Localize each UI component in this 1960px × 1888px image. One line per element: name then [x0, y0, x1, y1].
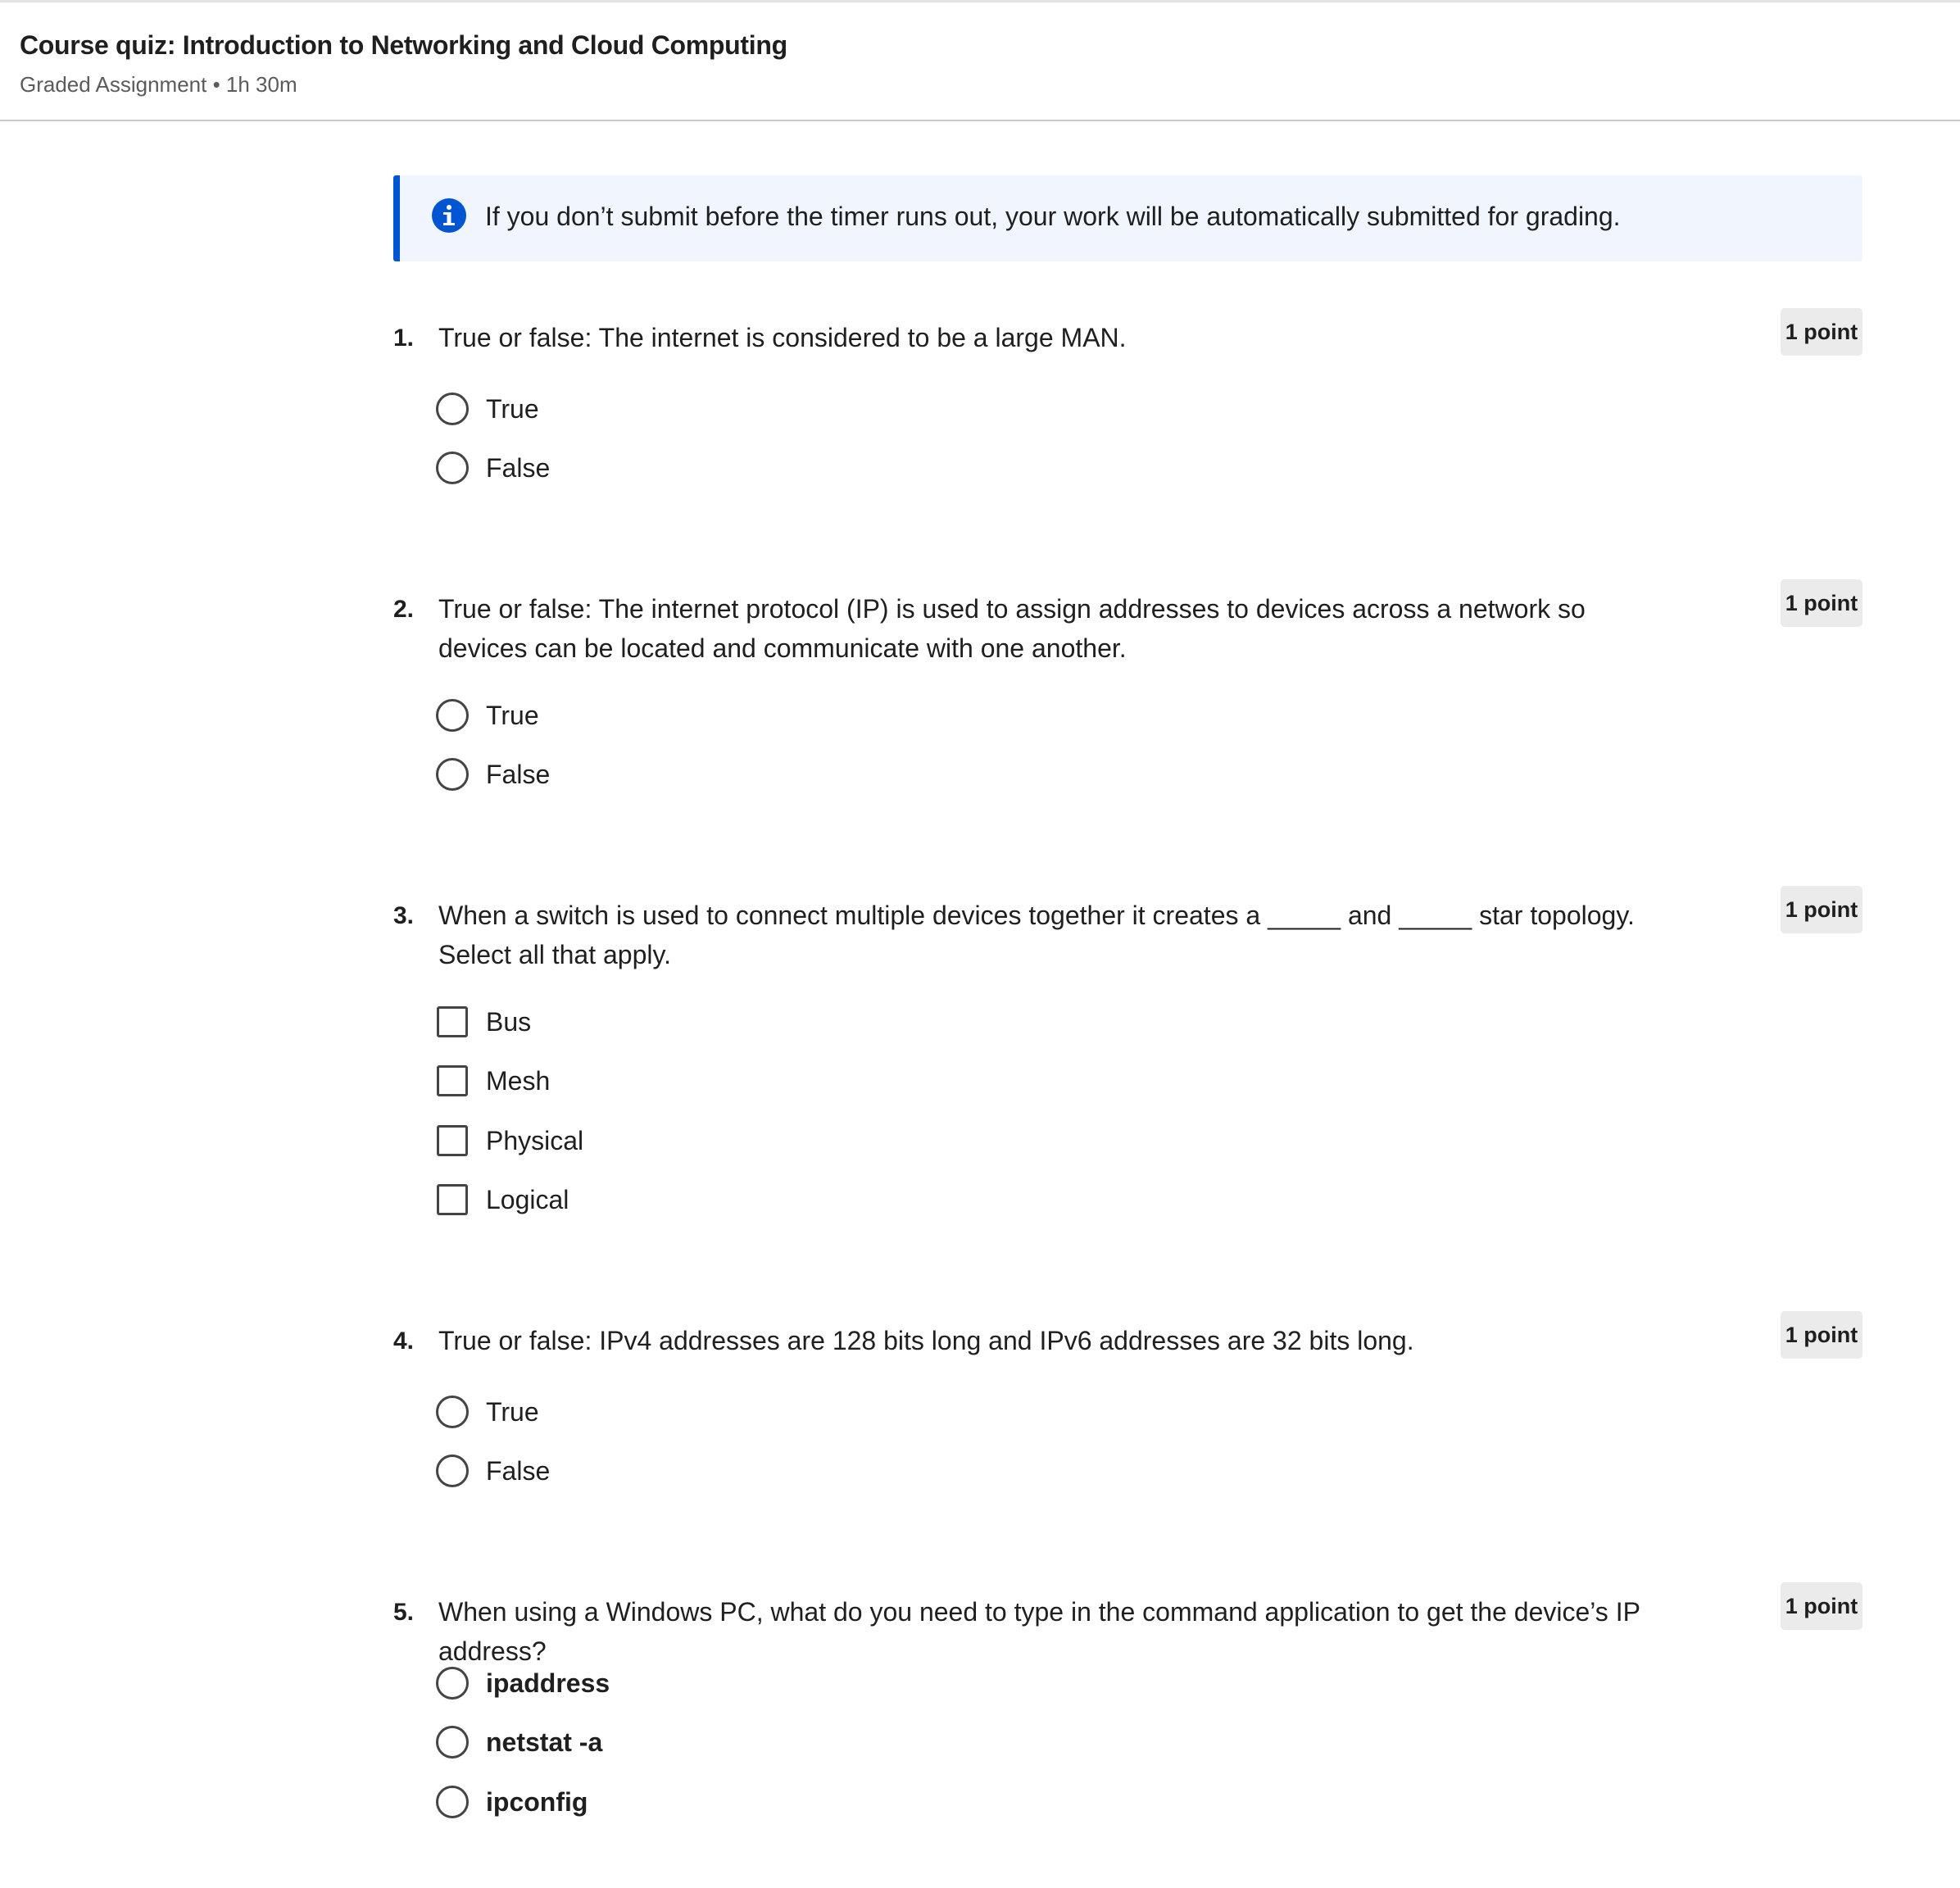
option-label: False	[486, 760, 551, 789]
info-icon	[431, 197, 467, 234]
radio-button[interactable]	[436, 1667, 469, 1700]
radio-button[interactable]	[436, 1396, 469, 1428]
option-label: True	[486, 701, 539, 730]
radio-button[interactable]	[436, 393, 469, 425]
radio-button[interactable]	[436, 1786, 469, 1818]
option-label: Physical	[486, 1126, 584, 1155]
question-text: True or false: IPv4 addresses are 128 bits long and IPv6 addresses are 32 bits long.	[438, 1326, 1414, 1355]
question-text: When using a Windows PC, what do you need to type in the command application to get the device’s IP address?	[438, 1597, 1640, 1666]
question-number: 5.	[393, 1599, 415, 1626]
checkbox[interactable]	[437, 1065, 468, 1096]
option-label: False	[486, 1456, 551, 1486]
option-label: False	[486, 453, 551, 483]
assignment-meta: Graded Assignment • 1h 30m	[20, 72, 297, 97]
question-text: True or false: The internet protocol (IP) is used to assign addresses to devices across a network so devices can be located and communicate with one another.	[438, 594, 1586, 663]
quiz-header	[0, 0, 1960, 121]
points-badge: 1 point	[1781, 886, 1862, 933]
question-number: 1.	[393, 324, 415, 352]
question-number: 4.	[393, 1328, 415, 1355]
option-label: True	[486, 1397, 539, 1427]
points-badge: 1 point	[1781, 579, 1862, 627]
question-text: When a switch is used to connect multiple devices together it creates a _____ and _____ star topology. Select all that apply.	[438, 901, 1635, 969]
radio-button[interactable]	[436, 699, 469, 732]
checkbox[interactable]	[437, 1006, 468, 1037]
option-label: Logical	[486, 1185, 569, 1214]
page-title: Course quiz: Introduction to Networking and Cloud Computing	[20, 30, 787, 60]
question-text: True or false: The internet is considered to be a large MAN.	[438, 323, 1127, 352]
option-label: Mesh	[486, 1066, 551, 1096]
checkbox[interactable]	[437, 1184, 468, 1215]
points-badge: 1 point	[1781, 1582, 1862, 1630]
option-label: netstat -a	[486, 1727, 603, 1757]
notice-text: If you don’t submit before the timer runs out, your work will be automatically submitted for grading.	[485, 202, 1621, 231]
option-label: Bus	[486, 1007, 532, 1037]
timer-notice	[393, 175, 1862, 261]
option-label: ipconfig	[486, 1787, 588, 1817]
points-badge: 1 point	[1781, 1311, 1862, 1359]
option-label: True	[486, 394, 539, 424]
radio-button[interactable]	[436, 758, 469, 791]
option-label: ipaddress	[486, 1668, 610, 1698]
question-number: 3.	[393, 902, 415, 929]
points-badge: 1 point	[1781, 308, 1862, 356]
question-number: 2.	[393, 596, 415, 623]
checkbox[interactable]	[437, 1125, 468, 1156]
radio-button[interactable]	[436, 1455, 469, 1487]
radio-button[interactable]	[436, 1726, 469, 1759]
radio-button[interactable]	[436, 452, 469, 484]
